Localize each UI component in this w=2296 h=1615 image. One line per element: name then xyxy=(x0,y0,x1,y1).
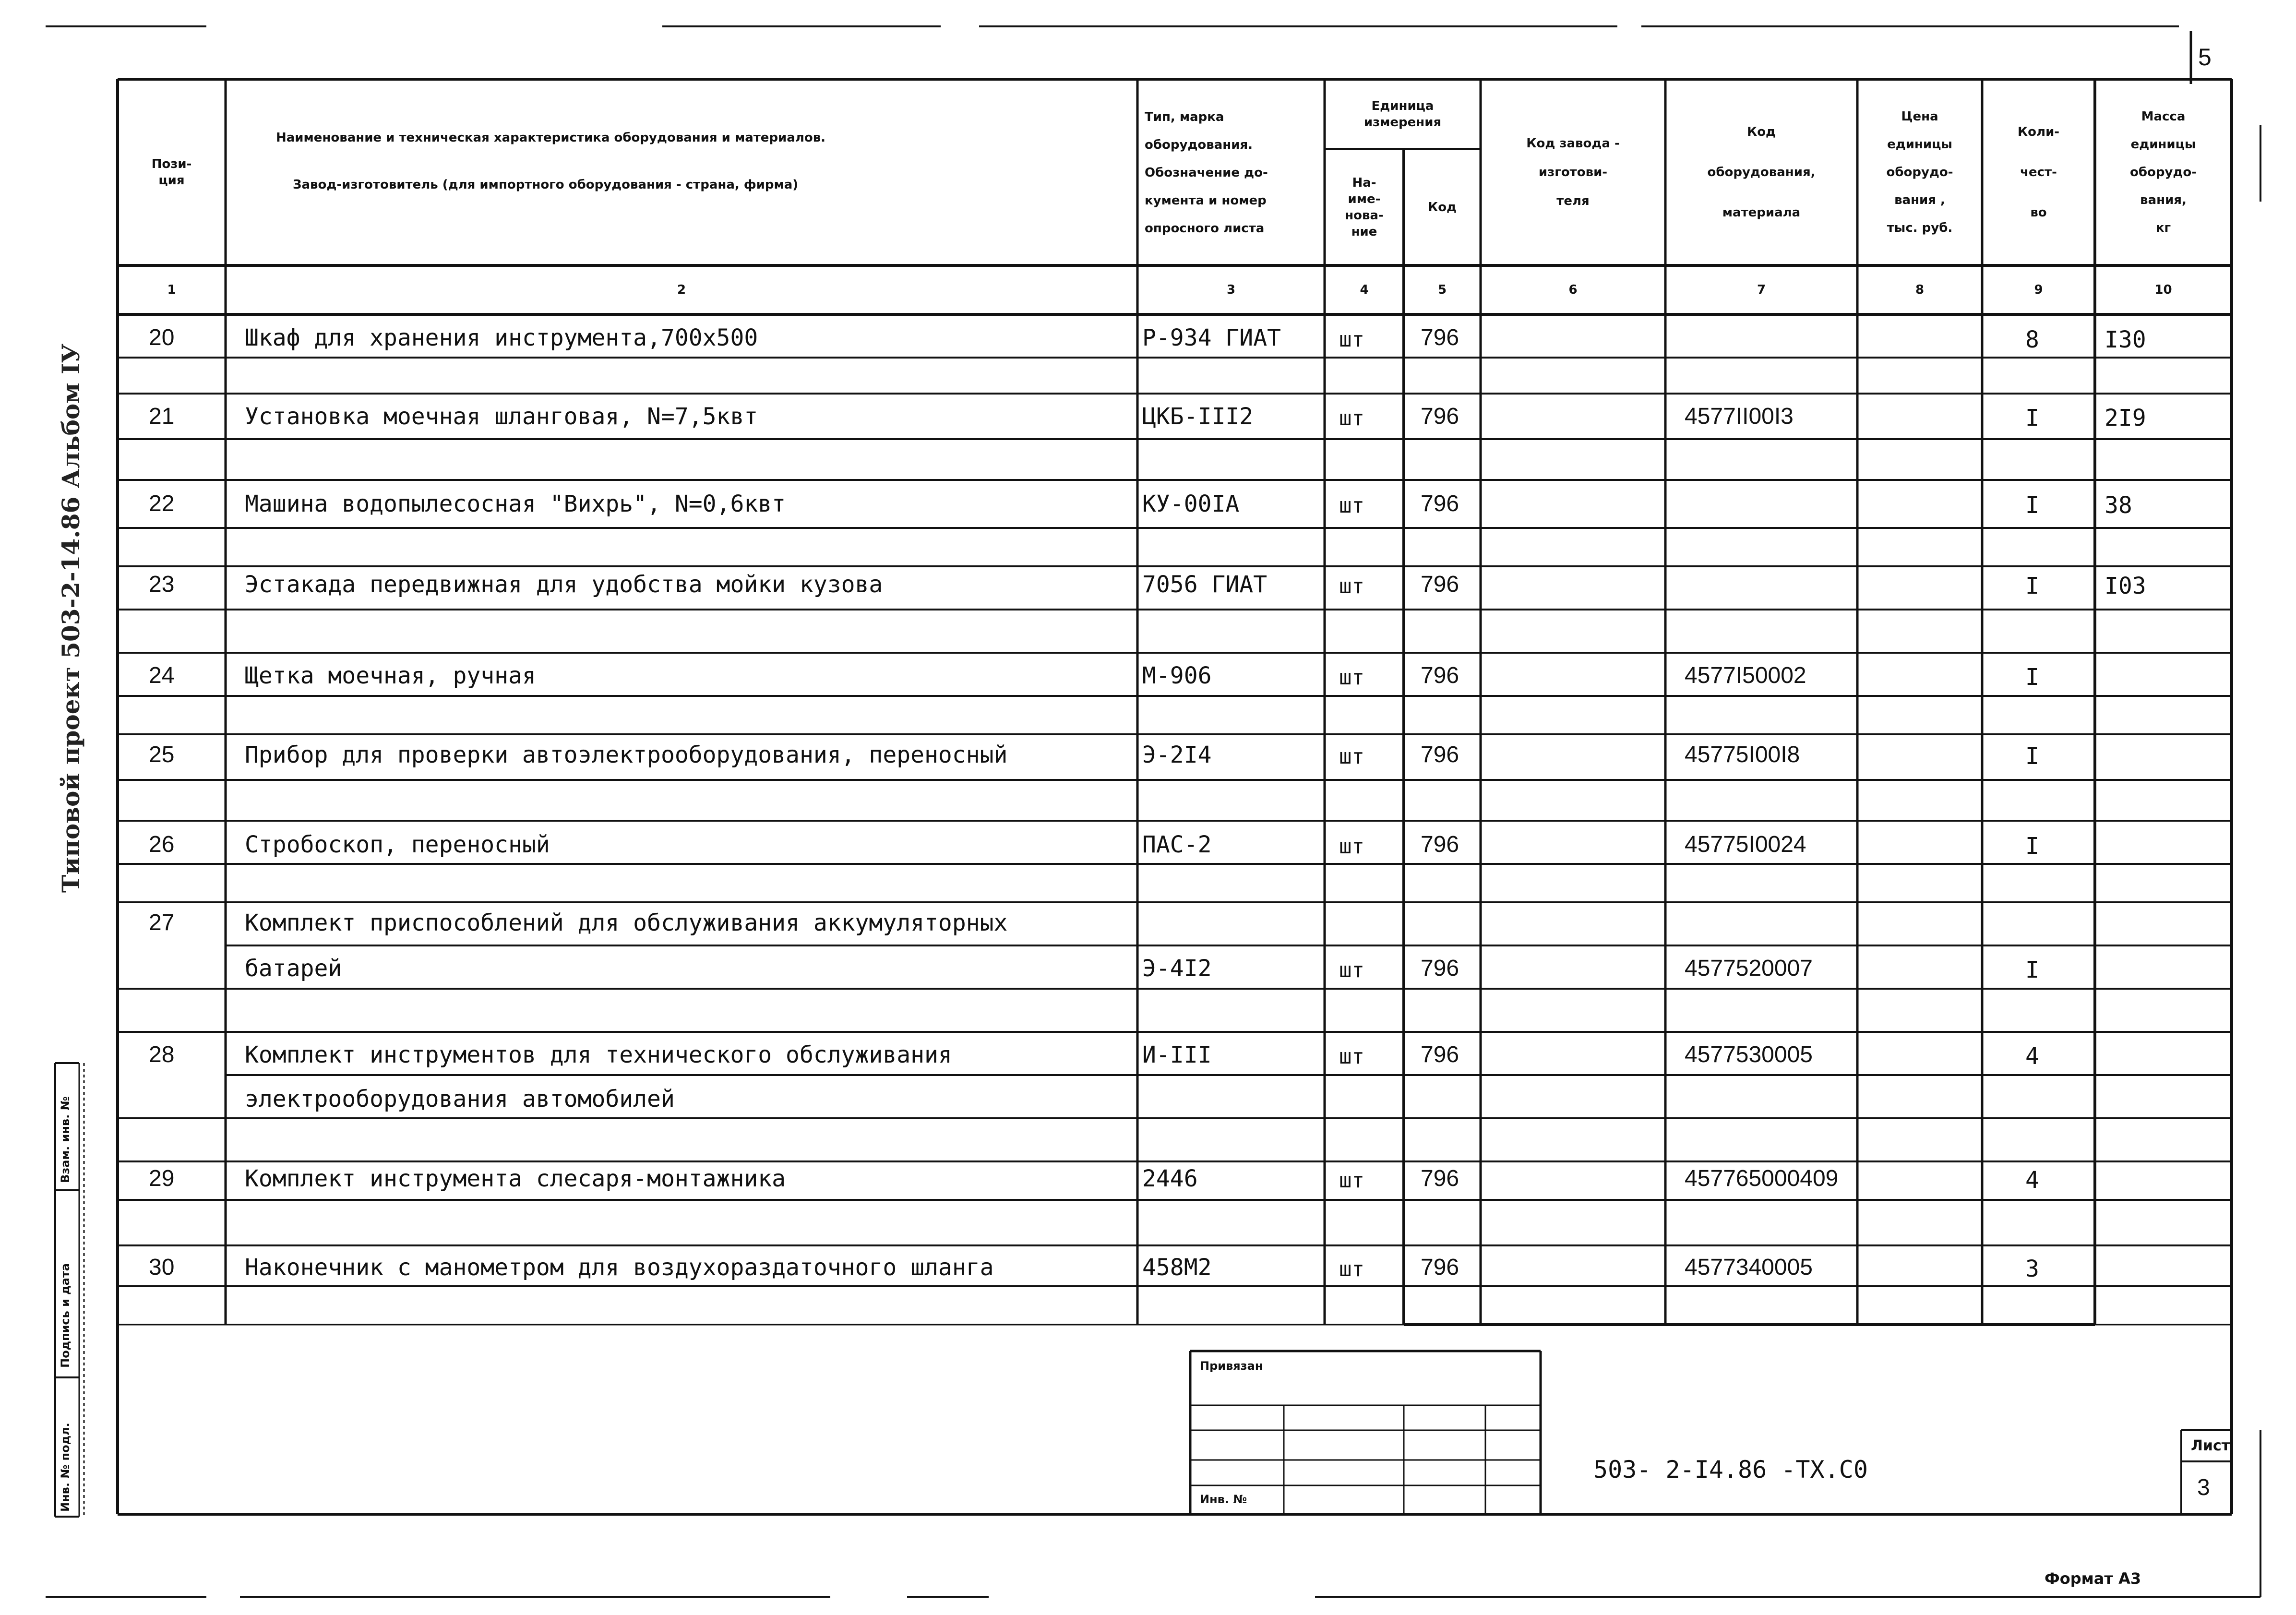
row-type: ЦКБ-III2 xyxy=(1142,403,1254,430)
row-quantity: I xyxy=(2025,833,2039,860)
row-name-continued: электрооборудования автомобилей xyxy=(245,1086,675,1113)
row-name: Стробоскоп, переносный xyxy=(245,831,550,858)
column-number: 1 xyxy=(167,283,176,297)
row-unit: шт xyxy=(1339,406,1364,431)
stamp-sheet-label: Лист xyxy=(2191,1437,2230,1454)
row-unit: шт xyxy=(1339,744,1364,769)
row-name: Комплект инструментов для технического обслуживания xyxy=(245,1041,952,1068)
row-quantity: I xyxy=(2025,405,2039,431)
header-mass: Масса единицы оборудо- вания, кг xyxy=(2129,109,2197,235)
row-position: 21 xyxy=(149,404,175,429)
row-name: Комплект приспособлений для обслуживания аккумуляторных xyxy=(245,909,1008,936)
row-quantity: I xyxy=(2025,957,2039,983)
header-price: Цена единицы оборудо- вания , тыс. руб. xyxy=(1886,109,1953,235)
row-unit: шт xyxy=(1339,958,1364,982)
stamp-sheet-number: 3 xyxy=(2197,1475,2210,1500)
row-unit: шт xyxy=(1339,834,1364,859)
row-name: Прибор для проверки автоэлектрооборудования, переносный xyxy=(245,742,1008,768)
column-number: 6 xyxy=(1568,283,1578,297)
row-equipment-code: 4577340005 xyxy=(1685,1255,1813,1280)
row-position: 30 xyxy=(149,1255,175,1280)
row-unit-code: 796 xyxy=(1421,1042,1459,1067)
row-position: 26 xyxy=(149,832,175,857)
row-quantity: I xyxy=(2025,743,2039,770)
row-position: 27 xyxy=(149,910,175,935)
row-equipment-code: 457765000409 xyxy=(1685,1166,1839,1191)
row-equipment-code: 4577530005 xyxy=(1685,1042,1813,1067)
row-unit: шт xyxy=(1339,1257,1364,1281)
column-number: 5 xyxy=(1437,283,1447,297)
row-unit: шт xyxy=(1339,327,1364,352)
row-unit-code: 796 xyxy=(1421,832,1459,857)
row-unit-code: 796 xyxy=(1421,491,1459,516)
row-unit: шт xyxy=(1339,665,1364,690)
row-equipment-code: 4577I50002 xyxy=(1685,663,1806,688)
column-number: 4 xyxy=(1360,283,1369,297)
row-type: 458М2 xyxy=(1142,1254,1212,1281)
row-name: Комплект инструмента слесаря-монтажника xyxy=(245,1165,786,1192)
row-unit-code: 796 xyxy=(1421,325,1459,350)
row-quantity: I xyxy=(2025,664,2039,691)
row-position: 24 xyxy=(149,663,175,688)
row-position: 29 xyxy=(149,1166,175,1191)
row-name-continued: батарей xyxy=(245,955,342,982)
header-quantity: Коли- чест- во xyxy=(2017,125,2060,220)
row-position: 22 xyxy=(149,491,175,516)
header-type: Тип, марка оборудования. Обозначение до- кумента и номер опросного листа xyxy=(1145,110,1268,236)
column-number: 10 xyxy=(2154,283,2172,297)
row-type: М-906 xyxy=(1142,662,1212,689)
row-quantity: 4 xyxy=(2025,1043,2039,1070)
row-unit-code: 796 xyxy=(1421,1166,1459,1191)
row-unit-code: 796 xyxy=(1421,956,1459,981)
page-number: 5 xyxy=(2198,44,2212,71)
row-equipment-code: 45775I0024 xyxy=(1685,832,1806,857)
row-type: КУ-00IА xyxy=(1142,490,1240,517)
row-name: Эстакада передвижная для удобства мойки кузова xyxy=(245,571,883,598)
row-equipment-code: 4577520007 xyxy=(1685,956,1813,981)
header-name-line1: Наименование и техническая характеристика оборудования и материалов. xyxy=(276,131,826,145)
header-factory-code: Код завода - изготови- теля xyxy=(1526,136,1620,208)
row-equipment-code: 45775I00I8 xyxy=(1685,742,1800,767)
row-name: Шкаф для хранения инструмента,700х500 xyxy=(245,324,758,351)
column-number: 3 xyxy=(1226,283,1236,297)
row-type: Э-2I4 xyxy=(1142,742,1212,768)
row-type: 2446 xyxy=(1142,1165,1198,1192)
row-quantity: 3 xyxy=(2025,1256,2039,1282)
row-unit-code: 796 xyxy=(1421,572,1459,597)
row-position: 28 xyxy=(149,1042,175,1067)
document-designation: 503- 2-I4.86 -ТХ.С0 xyxy=(1593,1456,1868,1483)
row-type: Э-4I2 xyxy=(1142,955,1212,982)
row-unit-code: 796 xyxy=(1421,1255,1459,1280)
side-inv-podl: Инв. № подл. xyxy=(59,1423,72,1512)
header-unit-code: Код xyxy=(1427,200,1457,215)
row-quantity: 4 xyxy=(2025,1167,2039,1194)
stamp-inv-no: Инв. № xyxy=(1200,1493,1247,1506)
row-quantity: I xyxy=(2025,492,2039,519)
header-position: Пози- ция xyxy=(151,157,192,188)
row-mass: I03 xyxy=(2105,573,2146,599)
row-type: 7056 ГИАТ xyxy=(1142,571,1268,598)
column-number: 7 xyxy=(1757,283,1766,297)
row-unit-code: 796 xyxy=(1421,404,1459,429)
row-quantity: 8 xyxy=(2025,326,2039,353)
row-position: 23 xyxy=(149,572,175,597)
row-position: 25 xyxy=(149,742,175,767)
side-podpis: Подпись и дата xyxy=(59,1263,72,1368)
row-name: Наконечник с манометром для воздухораздаточного шланга xyxy=(245,1254,994,1281)
header-unit-group: Единица измерения xyxy=(1363,98,1442,130)
column-number: 2 xyxy=(677,283,686,297)
row-type: Р-934 ГИАТ xyxy=(1142,324,1281,351)
row-position: 20 xyxy=(149,325,175,350)
row-name: Установка моечная шланговая, N=7,5квт xyxy=(245,403,758,430)
header-unit-name: На- име- нова- ние xyxy=(1345,175,1384,239)
row-equipment-code: 4577II00I3 xyxy=(1685,404,1794,429)
header-name-line2: Завод-изготовитель (для импортного оборудования - страна, фирма) xyxy=(293,178,799,192)
row-type: И-III xyxy=(1142,1041,1212,1068)
row-mass: 38 xyxy=(2105,492,2132,519)
row-unit: шт xyxy=(1339,1044,1364,1069)
column-number: 8 xyxy=(1915,283,1925,297)
column-number: 9 xyxy=(2034,283,2043,297)
row-unit: шт xyxy=(1339,1168,1364,1193)
header-equipment-code: Код оборудования, материала xyxy=(1707,125,1816,220)
row-unit-code: 796 xyxy=(1421,663,1459,688)
stamp-privyazan: Привязан xyxy=(1200,1359,1263,1373)
row-type: ПАС-2 xyxy=(1142,831,1212,858)
side-title: Типовой проект 503-2-14.86 Альбом IУ xyxy=(57,343,85,893)
row-mass: I30 xyxy=(2105,326,2146,353)
side-vzam: Взам. инв. № xyxy=(59,1096,72,1183)
row-unit-code: 796 xyxy=(1421,742,1459,767)
row-mass: 2I9 xyxy=(2105,405,2146,431)
format-label: Формат А3 xyxy=(2045,1569,2141,1588)
row-name: Щетка моечная, ручная xyxy=(245,662,536,689)
row-unit: шт xyxy=(1339,574,1364,598)
row-name: Машина водопылесосная "Вихрь", N=0,6квт xyxy=(245,490,786,517)
row-unit: шт xyxy=(1339,493,1364,518)
row-quantity: I xyxy=(2025,573,2039,599)
